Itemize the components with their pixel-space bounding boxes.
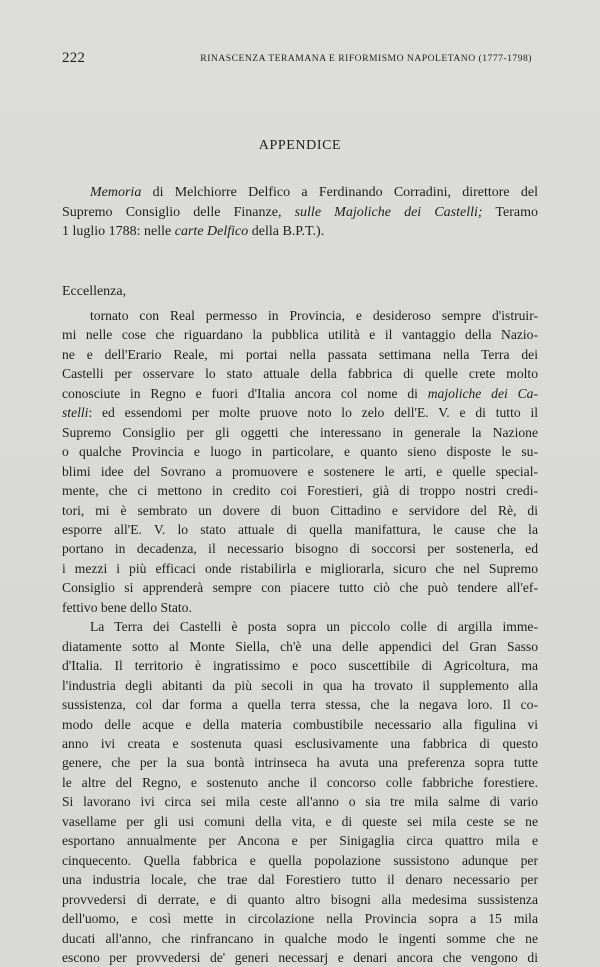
- intro-line: Memoria di Melchiorre Delfico a Ferdinando Corradini, direttore del: [90, 185, 538, 200]
- text-line: i mezzi i più efficaci onde ristabilirla e migliorarla, sicuro che nel Supremo: [62, 560, 538, 576]
- running-title: RINASCENZA TERAMANA E RIFORMISMO NAPOLETANO (1777-1798): [200, 53, 532, 64]
- text-line: provvedersi di derrate, e di quanto altro bisogni alla medesima sussistenza: [62, 891, 538, 907]
- text-line: cinquecento. Quella fabbrica e quella popolazione sussistono adunque per: [62, 852, 538, 868]
- text-line: vasellame per gli usi comuni della vita, e di queste sei mila ceste se ne: [62, 813, 538, 829]
- letter-body: [62, 306, 538, 967]
- page-number: 222: [62, 50, 86, 66]
- salutation: Eccellenza,: [62, 284, 127, 299]
- text-line: diatamente sotto al Monte Siella, ch'è una delle appendici del Gran Sasso: [62, 638, 538, 654]
- intro-line: 1 luglio 1788: nelle carte Delfico della B.P.T.).: [62, 224, 325, 239]
- text-line: o qualche Provincia e luogo in particolare, e quanto sieno disposte le su-: [62, 444, 538, 460]
- text-line: ducati all'anno, che rinfrancano in qualche modo le ingenti somme che ne: [62, 930, 538, 946]
- text-line: dell'uomo, e così mette in circolazione nella Provincia sopra a 15 mila: [62, 911, 538, 927]
- text-line: La Terra dei Castelli è posta sopra un piccolo colle di argilla imme-: [90, 619, 538, 635]
- section-title: APPENDICE: [258, 138, 342, 153]
- text-line: portano in decadenza, il necessario bisogno di soccorsi per sostenerla, ed: [62, 541, 538, 557]
- text-line: le altre del Regno, e sostenuto anche il concorso colle fabbriche forestiere.: [62, 774, 538, 790]
- text-line: esporre all'E. V. lo stato attuale di quella manifattura, le cause che la: [62, 521, 538, 537]
- text-line: mente, che ci mettono in credito coi Forestieri, già di troppo nostri credi-: [62, 483, 538, 499]
- text-line: esportano annualmente per Ancona e per Sinigaglia circa quattro mila e: [62, 833, 538, 849]
- intro-line: Supremo Consiglio delle Finanze, sulle Majoliche dei Castelli; Teramo: [62, 204, 538, 220]
- text-line: Castelli per osservare lo stato attuale della fabbrica di quelle crete molto: [62, 366, 538, 382]
- text-line: tornato con Real permesso in Provincia, e desideroso sempre d'istruir-: [90, 308, 538, 323]
- intro-italic-carte: carte Delfico: [174, 224, 249, 239]
- text-line: Consiglio si apprenderà sempre con piacere tutto ciò che può tendere all'ef-: [62, 580, 538, 596]
- text-line: stelli: ed essendomi per molte pruove noto lo zelo dell'E. V. e di tutto il: [62, 405, 538, 421]
- intro-italic-memoria: Memoria: [90, 185, 142, 200]
- text-line: genere, che per la sua bontà intrinseca ha avuta una preferenza sopra tutte: [62, 755, 538, 771]
- text-line: sussistenza, col dar forma a quella terra stessa, che la negava loro. Il co-: [62, 697, 538, 713]
- text-line: d'Italia. Il territorio è ingratissimo e poco suscettibile di Agricoltura, ma: [62, 658, 538, 674]
- text-line: ne e dell'Erario Reale, mi portai nella passata settimana nella Terra dei: [62, 346, 538, 362]
- text-line: fettivo bene dello Stato.: [62, 599, 192, 615]
- text-line: modo delle acque e della materia combustibile necessario alla figulina vi: [62, 716, 538, 732]
- text-line: una industria locale, che trae dal Forestiero tutto il denaro necessario per: [62, 872, 538, 888]
- paragraph-1: [62, 306, 538, 617]
- text-line: tori, mi è sembrato un dovere di buon Cittadino e servidore del Rè, di: [62, 502, 538, 518]
- text-line: escono per provvedersi de' generi necessarj e denari ancora che vengono di: [62, 949, 538, 965]
- intro-italic-majoliche: sulle Majoliche dei Castelli;: [294, 204, 483, 220]
- text-line: l'industria degli abitanti da più secoli in qua ha trovato il supplemento alla: [62, 677, 538, 693]
- text-line: conosciute in Regno e fuori d'Italia ancora col nome di majoliche dei Ca-: [62, 385, 538, 401]
- text-line: blimi idee del Sovrano a promuovere e sostenere le arti, e quelle special-: [62, 463, 538, 479]
- intro-note: [62, 183, 538, 242]
- page-header: [62, 50, 532, 70]
- paragraph-2: [62, 617, 538, 967]
- text-line: anno ivi creata e sostenuta quasi esclusivamente una fabbrica di questo: [62, 735, 538, 751]
- text-line: Si lavorano ivi circa sei mila ceste all'anno o sia tre mila salme di vario: [62, 794, 538, 810]
- text-line: Supremo Consiglio per gli oggetti che interessano in generale la Nazione: [62, 424, 538, 440]
- text-line: mi nelle cose che riguardano la pubblica utilità e il vantaggio della Nazio-: [62, 327, 538, 343]
